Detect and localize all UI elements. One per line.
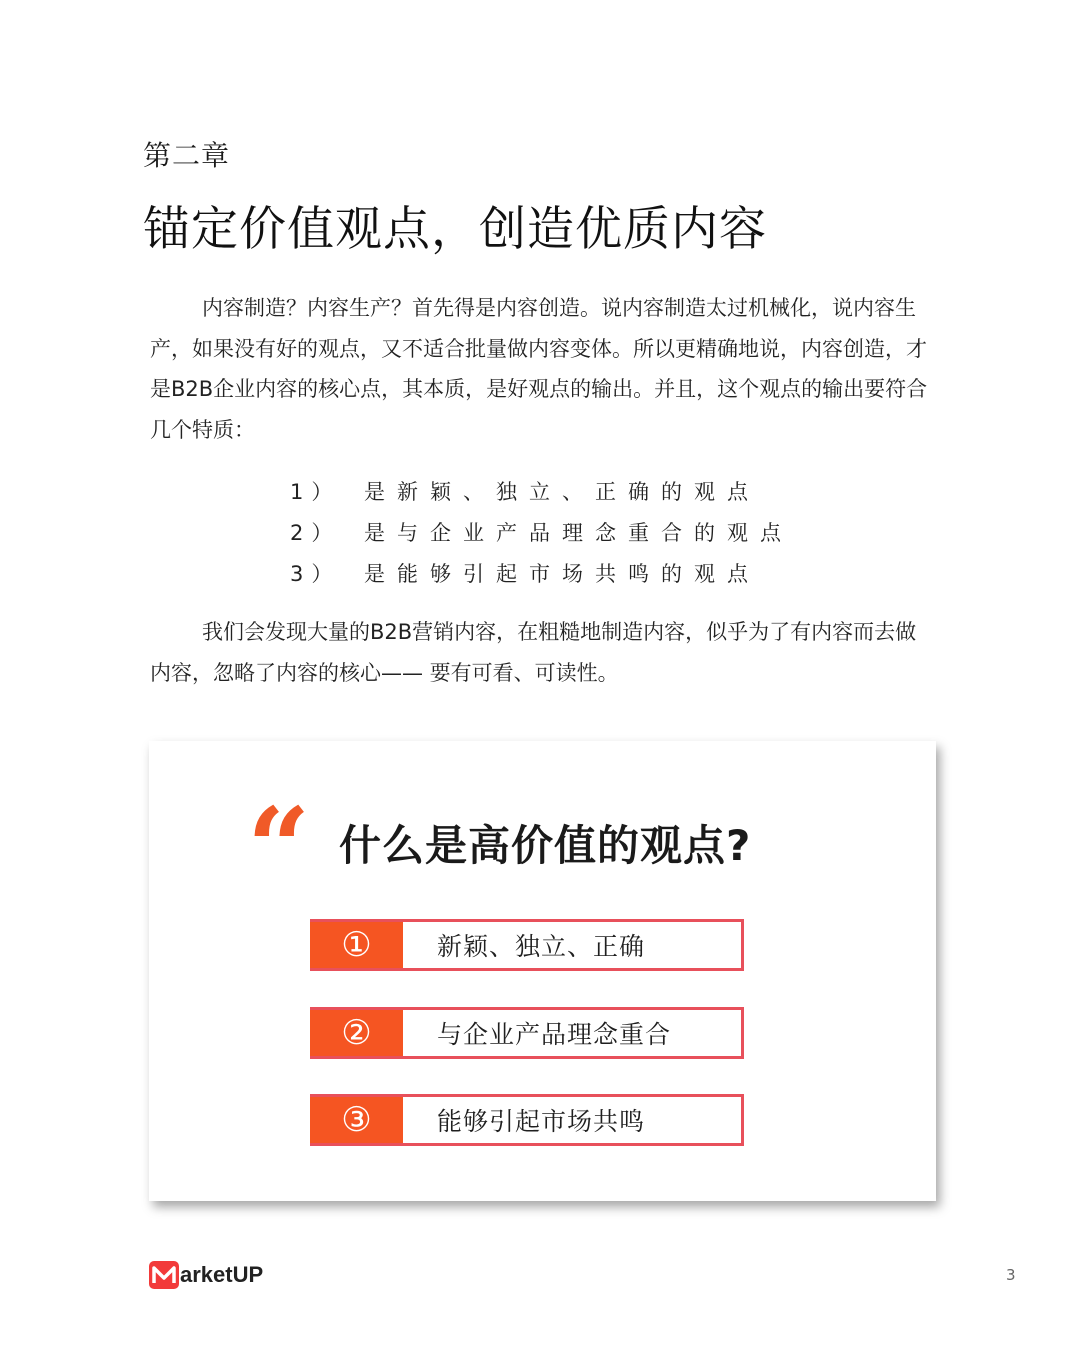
option-label: 与企业产品理念重合 [437, 1020, 672, 1049]
option-label: 新颖、独立、正确 [437, 932, 646, 961]
logo-text: arketUP [180, 1262, 264, 1287]
feature-item [290, 472, 770, 513]
quote-mark-icon: “ [247, 783, 311, 912]
feature-text: 是与企业产品理念重合的观点 [364, 521, 793, 545]
option-badge: ② [310, 1010, 403, 1056]
feature-list [290, 472, 793, 595]
option-box [310, 1007, 744, 1059]
feature-number: 2） [290, 521, 341, 545]
option-box [310, 919, 744, 971]
option-badge: ① [310, 922, 403, 968]
feature-item [290, 513, 793, 554]
value-card [149, 741, 936, 1201]
option-badge: ③ [310, 1097, 403, 1143]
chapter-label: 第二章 [143, 139, 231, 172]
card-title: 什么是高价值的观点? [339, 821, 752, 870]
footer-logo [149, 1261, 263, 1289]
feature-text: 是新颖、独立、正确的观点 [364, 480, 760, 504]
page-number: 3 [1006, 1266, 1016, 1284]
option-box [310, 1094, 744, 1146]
intro-paragraph: 内容制造？内容生产？首先得是内容创造。说内容制造太过机械化，说内容生产，如果没有好的观点，又不适合批量做内容变体。所以更精确地说，内容创造，才是B2B企业内容的核心点，其本质，是好观点的输出。并且，这个观点的输出要符合几个特质： [150, 296, 928, 442]
closing-paragraph: 我们会发现大量的B2B营销内容，在粗糙地制造内容，似乎为了有内容而去做内容，忽略了内容的核心—— 要有可看、可读性。 [150, 620, 917, 685]
feature-number: 3） [290, 562, 341, 586]
feature-number: 1） [290, 480, 341, 504]
feature-text: 是能够引起市场共鸣的观点 [364, 562, 760, 586]
feature-item [290, 554, 770, 595]
page-title: 锚定价值观点，创造优质内容 [143, 202, 767, 257]
marketup-logo-icon [149, 1261, 179, 1289]
option-label: 能够引起市场共鸣 [437, 1107, 646, 1136]
